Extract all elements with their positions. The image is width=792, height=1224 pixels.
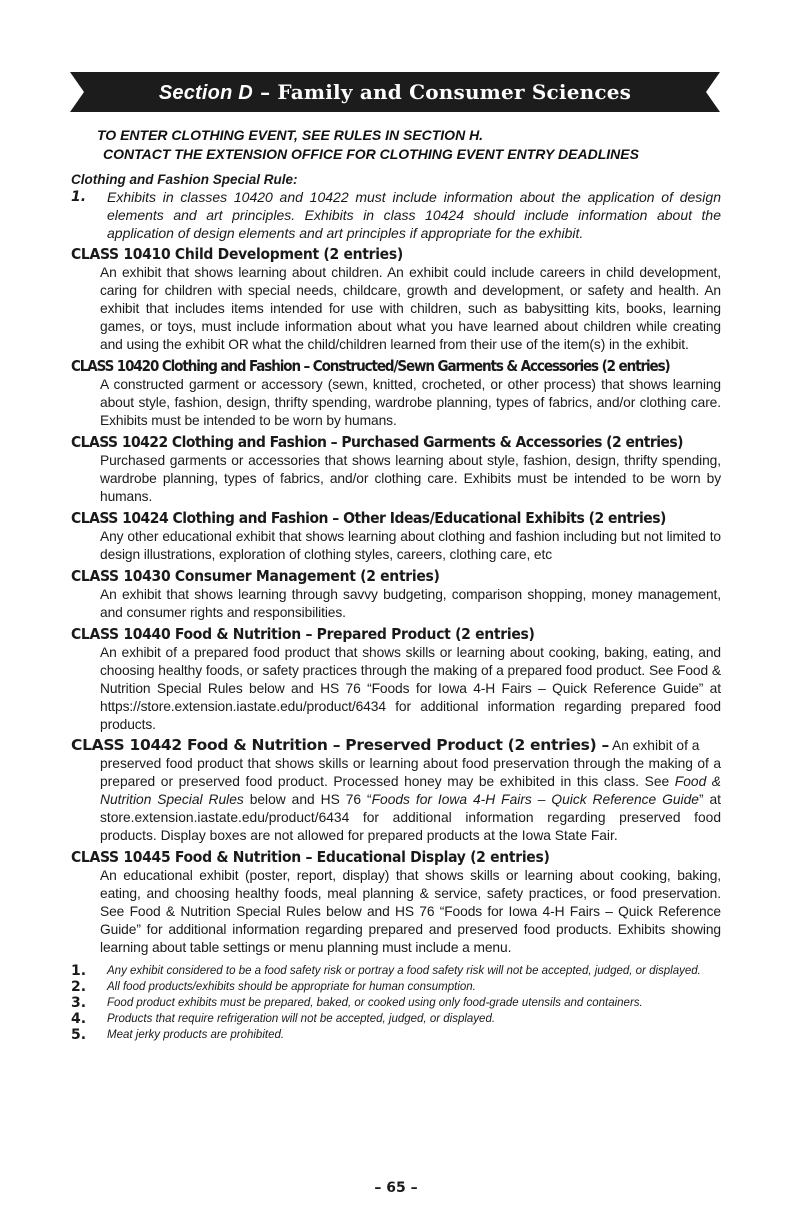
list-text: All food products/exhibits should be appropriate for human consumption.	[107, 981, 476, 993]
class-description: An exhibit that shows learning through savvy budgeting, comparison shopping, money management, and consumer rights and responsibilities.	[100, 587, 721, 620]
deadline-notice: CONTACT THE EXTENSION OFFICE FOR CLOTHING EVENT ENTRY DEADLINES	[103, 146, 639, 162]
class-description: Purchased garments or accessories that shows learning about style, fashion, design, thrifty spending, wardrobe planning, types of fabrics, and/or clothing care. Exhibits must be intended to be worn by humans.	[100, 453, 721, 504]
class-heading: CLASS 10442 Food & Nutrition – Preserved Product (2 entries) –	[71, 736, 609, 754]
list-number: 5.	[71, 1027, 87, 1043]
food-nutrition-rules	[71, 963, 721, 1043]
class-heading: CLASS 10424 Clothing and Fashion – Other Ideas/Educational Exhibits (2 entries)	[71, 509, 666, 527]
class-description-lead: An exhibit of a	[608, 738, 700, 753]
class-description: Any other educational exhibit that shows learning about clothing and fashion including but not limited to design illustrations, exploration of clothing styles, careers, clothing care, etc	[100, 529, 721, 562]
class-description	[100, 755, 721, 845]
class-description: An educational exhibit (poster, report, display) that shows skills or learning about cooking, baking, eating, and choosing healthy foods, meal planning & service, safety practices, or food preservation. See Food & Nutrition Special Rules below and HS 76 “Foods for Iowa 4-H Fairs – Quick Reference Guide” for additional information regarding prepared and preserved food products. Exhibits showing learning about table settings or menu planning must include a menu.	[100, 868, 721, 955]
clothing-event-notice: TO ENTER CLOTHING EVENT, SEE RULES IN SECTION H.	[97, 127, 484, 143]
list-item	[71, 1027, 721, 1043]
description-text: ” at store.extension.iastate.edu/product/6434 for additional information regarding preserved food products. Display boxes are not allowed for prepared products at the Iowa State Fair.	[100, 792, 722, 843]
list-text: Food product exhibits must be prepared, baked, or cooked using only food-grade utensils and containers.	[107, 997, 643, 1009]
list-text: Products that require refrigeration will not be accepted, judged, or displayed.	[107, 1013, 496, 1025]
class-heading: CLASS 10430 Consumer Management (2 entries)	[71, 567, 440, 585]
class-description: An exhibit that shows learning about children. An exhibit could include careers in child development, caring for children with special needs, childcare, growth and development, or safety and health. An exhibit that includes items intended for use with children, such as babysitting kits, books, learning games, or toys, must include information about what you have learned about children while creating and using the exhibit OR what the child/children learned from their use of the item(s) in the exhibit.	[100, 265, 721, 352]
section-banner	[70, 72, 720, 112]
list-item	[71, 1011, 721, 1027]
section-name: – Family and Consumer Sciences	[252, 80, 632, 104]
class-heading: CLASS 10445 Food & Nutrition – Educational Display (2 entries)	[71, 848, 550, 866]
list-number: 2.	[71, 979, 87, 995]
section-content	[71, 172, 721, 1043]
section-label: Section D	[158, 82, 253, 104]
section-title	[70, 72, 720, 112]
class-description: A constructed garment or accessory (sewn, knitted, crocheted, or other process) that shows learning about style, fashion, design, thrifty spending, wardrobe planning, types of fabrics, and/or clothing care. Exhibits must be intended to be worn by humans.	[100, 377, 721, 428]
description-text: below and HS 76 “	[243, 792, 372, 807]
class-10442-entry	[71, 736, 721, 845]
page-number: – 65 –	[374, 1180, 418, 1196]
class-heading: CLASS 10422 Clothing and Fashion – Purchased Garments & Accessories (2 entries)	[71, 433, 683, 451]
list-number: 1.	[71, 963, 87, 979]
list-item	[71, 963, 721, 979]
description-italic: Food & Nutrition Special Rules	[100, 774, 722, 807]
class-heading: CLASS 10440 Food & Nutrition – Prepared Product (2 entries)	[71, 625, 535, 643]
special-rule-heading: Clothing and Fashion Special Rule:	[71, 172, 298, 187]
list-text: Meat jerky products are prohibited.	[107, 1029, 285, 1041]
list-number: 4.	[71, 1011, 87, 1027]
list-number: 3.	[71, 995, 87, 1011]
description-italic: Foods for Iowa 4-H Fairs – Quick Reference Guide	[371, 792, 699, 807]
class-description: An exhibit of a prepared food product that shows skills or learning about cooking, baking, eating, and choosing healthy foods, or safety practices through the making of a prepared food product. See Food & Nutrition Special Rules below and HS 76 “Foods for Iowa 4-H Fairs – Quick Reference Guide” at https://store.extension.iastate.edu/product/6434 for additional information regarding prepared food products.	[100, 645, 721, 732]
special-rule-item	[71, 188, 721, 242]
description-text: preserved food product that shows skills or learning about food preservation through the making of a prepared or preserved food product. Processed honey may be exhibited in this class. See	[100, 756, 721, 789]
class-heading: CLASS 10420 Clothing and Fashion – Constructed/Sewn Garments & Accessories (2 entries)	[71, 357, 670, 375]
list-number: 1.	[71, 189, 87, 205]
special-rule-text: Exhibits in classes 10420 and 10422 must include information about the application of design elements and art principles. Exhibits in class 10424 should include information about the application of design elements and art principles if appropriate for the exhibit.	[107, 189, 721, 241]
list-item	[71, 995, 721, 1011]
list-text: Any exhibit considered to be a food safety risk or portray a food safety risk will not be accepted, judged, or displayed.	[107, 965, 701, 977]
class-heading: CLASS 10410 Child Development (2 entries)	[71, 245, 403, 263]
list-item	[71, 979, 721, 995]
